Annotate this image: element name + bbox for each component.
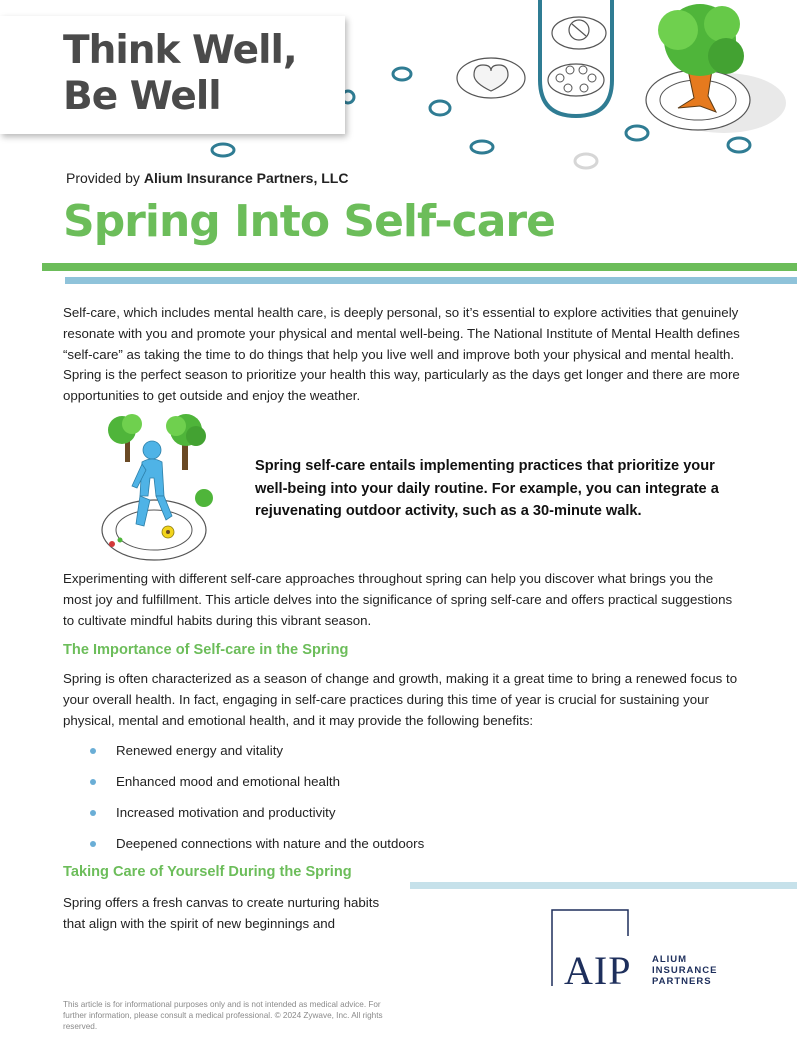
benefits-list (90, 741, 690, 865)
logo-line-3: PARTNERS (652, 976, 712, 987)
callout-text: Spring self-care entails implementing practices that prioritize your well-being into your daily routine. For example, you can integrate a rejuvenating outdoor activity, such as a 30-minute walk. (255, 458, 719, 520)
bullet-icon (90, 779, 96, 785)
article-title: Spring Into Self-care (63, 196, 555, 247)
section-heading-importance: The Importance of Self-care in the Spring (63, 642, 349, 658)
intro-paragraph: Self-care, which includes mental health care, is deeply personal, so it’s essential to explore activities that genuinely resonate with you and promote your physical and mental well-being. The National Institute of Mental Health defines “self-care” as taking the time to do things that help you live well and improve both your physical and mental health. Spring is the perfect season to prioritize your health this way, particularly as the days get longer and there are more opportunities to get outside and enjoy the weather. (63, 305, 740, 404)
section-heading-taking-care: Taking Care of Yourself During the Spring (63, 864, 352, 880)
title-line-2: Be Well (63, 74, 221, 119)
bullet-icon (90, 841, 96, 847)
list-item-text: Renewed energy and vitality (116, 743, 284, 758)
bullet-icon (90, 810, 96, 816)
heart-stone-icon (457, 58, 525, 98)
newsletter-title (63, 28, 297, 120)
light-blue-divider (410, 882, 797, 889)
green-divider (42, 263, 797, 271)
provided-by (66, 170, 348, 186)
logo-line-2: INSURANCE (652, 965, 718, 976)
list-item (90, 834, 690, 865)
list-item-text: Deepened connections with nature and the outdoors (116, 836, 425, 851)
second-paragraph: Experimenting with different self-care approaches throughout spring can help you discover what brings you the most joy and fulfillment. This article delves into the significance of spring self-care and offers practical suggestions to cultivate mindful habits during this vibrant season. (63, 571, 733, 628)
list-item (90, 803, 690, 834)
list-item (90, 741, 690, 772)
disclaimer: This article is for informational purposes only and is not intended as medical advice. For further information, please consult a medical professional. © 2024 Zywave, Inc. All rights reserved. (63, 1000, 383, 1032)
walking-person-illustration (92, 414, 224, 564)
logo-mark: AIP (564, 948, 632, 990)
logo-line-1: ALIUM (652, 954, 688, 965)
aip-logo (548, 906, 738, 990)
list-item (90, 772, 690, 803)
provided-company: Alium Insurance Partners, LLC (143, 170, 349, 186)
title-card (0, 16, 345, 134)
blue-divider (65, 277, 797, 284)
bullet-icon (90, 748, 96, 754)
list-item-text: Increased motivation and productivity (116, 805, 336, 820)
provided-prefix: Provided by (66, 170, 144, 186)
third-paragraph: Spring is often characterized as a season of change and growth, making it a great time to bring a renewed focus to your overall health. In fact, engaging in self-care practices during this time of year is crucial for sustaining your physical, mental and emotional health, and it may provide the following benefits: (63, 671, 738, 728)
title-line-1: Think Well, (63, 28, 297, 73)
tree-icon (646, 4, 786, 133)
list-item-text: Enhanced mood and emotional health (116, 774, 340, 789)
fourth-paragraph: Spring offers a fresh canvas to create nurturing habits that align with the spirit of new beginnings and (63, 895, 380, 931)
